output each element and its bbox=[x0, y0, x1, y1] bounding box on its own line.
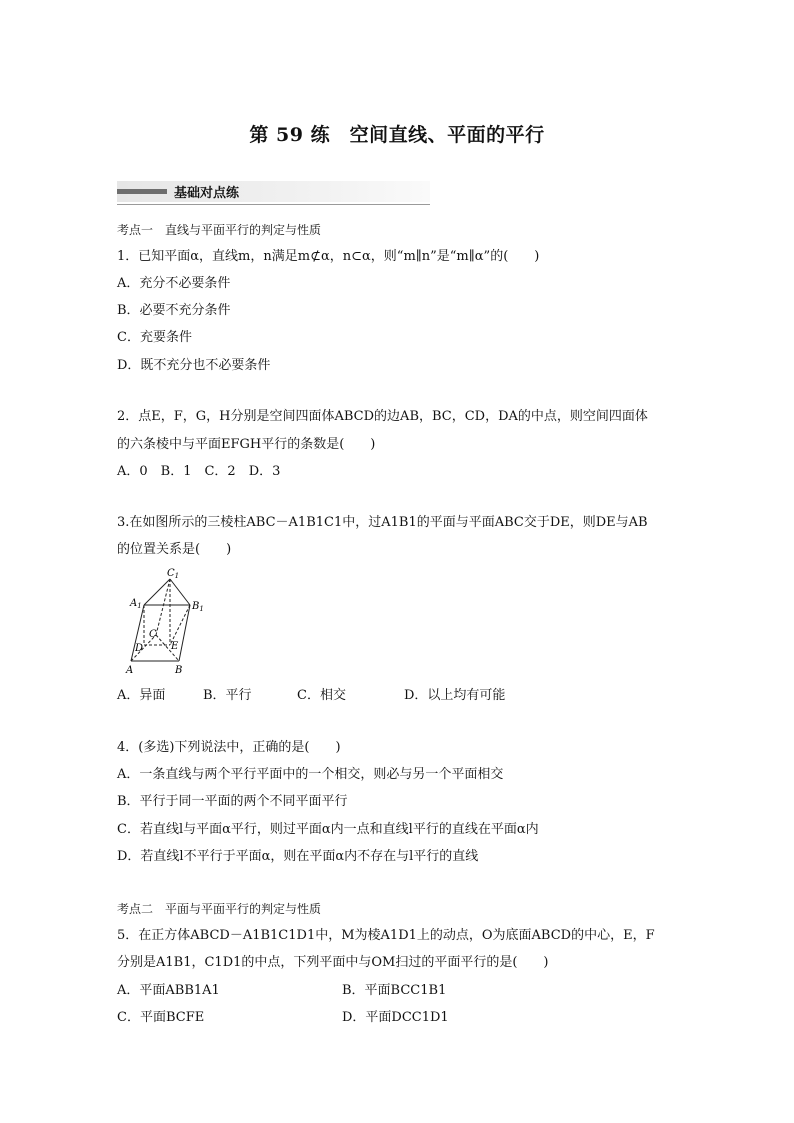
label-c: C bbox=[149, 629, 157, 640]
question-1-stem: 1．已知平面α，直线m，n满足m⊄α，n⊂α，则“m∥n”是“m∥α”的( ) bbox=[117, 249, 540, 264]
section-rule bbox=[117, 204, 430, 205]
page-title: 第 59 练 空间直线、平面的平行 bbox=[249, 124, 545, 146]
question-3-stem-line1: 3.在如图所示的三棱柱ABC－A1B1C1中，过A1B1的平面与平面ABC交于DE，则DE与AB bbox=[117, 515, 648, 530]
edge-b1b bbox=[179, 605, 190, 661]
label-c1: $C_1$ bbox=[167, 568, 180, 580]
question-5-option-a: A．平面ABB1A1 bbox=[117, 983, 220, 998]
question-3-stem-line2: 的位置关系是( ) bbox=[117, 542, 232, 557]
section-marker bbox=[117, 189, 167, 194]
section-label: 基础对点练 bbox=[174, 186, 240, 201]
question-4-stem: 4．(多选)下列说法中，正确的是( ) bbox=[117, 740, 341, 755]
question-3-option-c: C．相交 bbox=[297, 688, 346, 703]
topic-heading-1: 考点一 直线与平面平行的判定与性质 bbox=[117, 223, 322, 237]
label-a: A bbox=[126, 665, 134, 676]
label-a1: $A_1$ bbox=[130, 598, 142, 610]
question-5-option-c: C．平面BCFE bbox=[117, 1010, 205, 1025]
label-d: D bbox=[135, 643, 144, 654]
question-4-option-a: A．一条直线与两个平行平面中的一个相交，则必与另一个平面相交 bbox=[117, 767, 504, 782]
question-4-option-b: B．平行于同一平面的两个不同平面平行 bbox=[117, 794, 348, 809]
question-3-option-b: B．平行 bbox=[203, 688, 252, 703]
question-5-stem-line2: 分别是A1B1，C1D1的中点，下列平面中与OM扫过的平面平行的是( ) bbox=[117, 955, 549, 970]
edge-c1c bbox=[156, 579, 170, 635]
prism-diagram bbox=[124, 565, 218, 677]
question-1-option-d: D．既不充分也不必要条件 bbox=[117, 358, 271, 373]
question-4-option-d: D．若直线l不平行于平面α，则在平面α内不存在与l平行的直线 bbox=[117, 849, 479, 864]
label-b: B bbox=[175, 665, 183, 676]
edge-c1b1 bbox=[170, 579, 190, 605]
question-3-option-d: D．以上均有可能 bbox=[404, 688, 506, 703]
section-header bbox=[117, 181, 430, 202]
question-5-stem-line1: 5．在正方体ABCD－A1B1C1D1中，M为棱A1D1上的动点，O为底面ABCD的中心，E，F bbox=[117, 928, 655, 943]
question-2-options: A．0 B．1 C．2 D．3 bbox=[117, 464, 281, 479]
question-1-option-c: C．充要条件 bbox=[117, 330, 192, 345]
question-2-stem-line1: 2．点E，F，G，H分别是空间四面体ABCD的边AB，BC，CD，DA的中点，则空间四面体 bbox=[117, 409, 648, 424]
question-5-option-d: D．平面DCC1D1 bbox=[342, 1010, 449, 1025]
segment-b1e bbox=[170, 605, 190, 645]
question-2-stem-line2: 的六条棱中与平面EFGH平行的条数是( ) bbox=[117, 437, 376, 452]
question-1-option-a: A．充分不必要条件 bbox=[117, 276, 231, 291]
question-5-option-b: B．平面BCC1B1 bbox=[342, 983, 447, 998]
edge-a1c1 bbox=[144, 579, 170, 605]
prism-figure bbox=[124, 565, 218, 677]
topic-heading-2: 考点二 平面与平面平行的判定与性质 bbox=[117, 902, 322, 916]
label-e: E bbox=[171, 641, 179, 652]
question-3-option-a: A．异面 bbox=[117, 688, 166, 703]
question-4-option-c: C．若直线l与平面α平行，则过平面α内一点和直线l平行的直线在平面α内 bbox=[117, 822, 539, 837]
question-1-option-b: B．必要不充分条件 bbox=[117, 303, 231, 318]
label-b1: $B_1$ bbox=[192, 601, 204, 613]
